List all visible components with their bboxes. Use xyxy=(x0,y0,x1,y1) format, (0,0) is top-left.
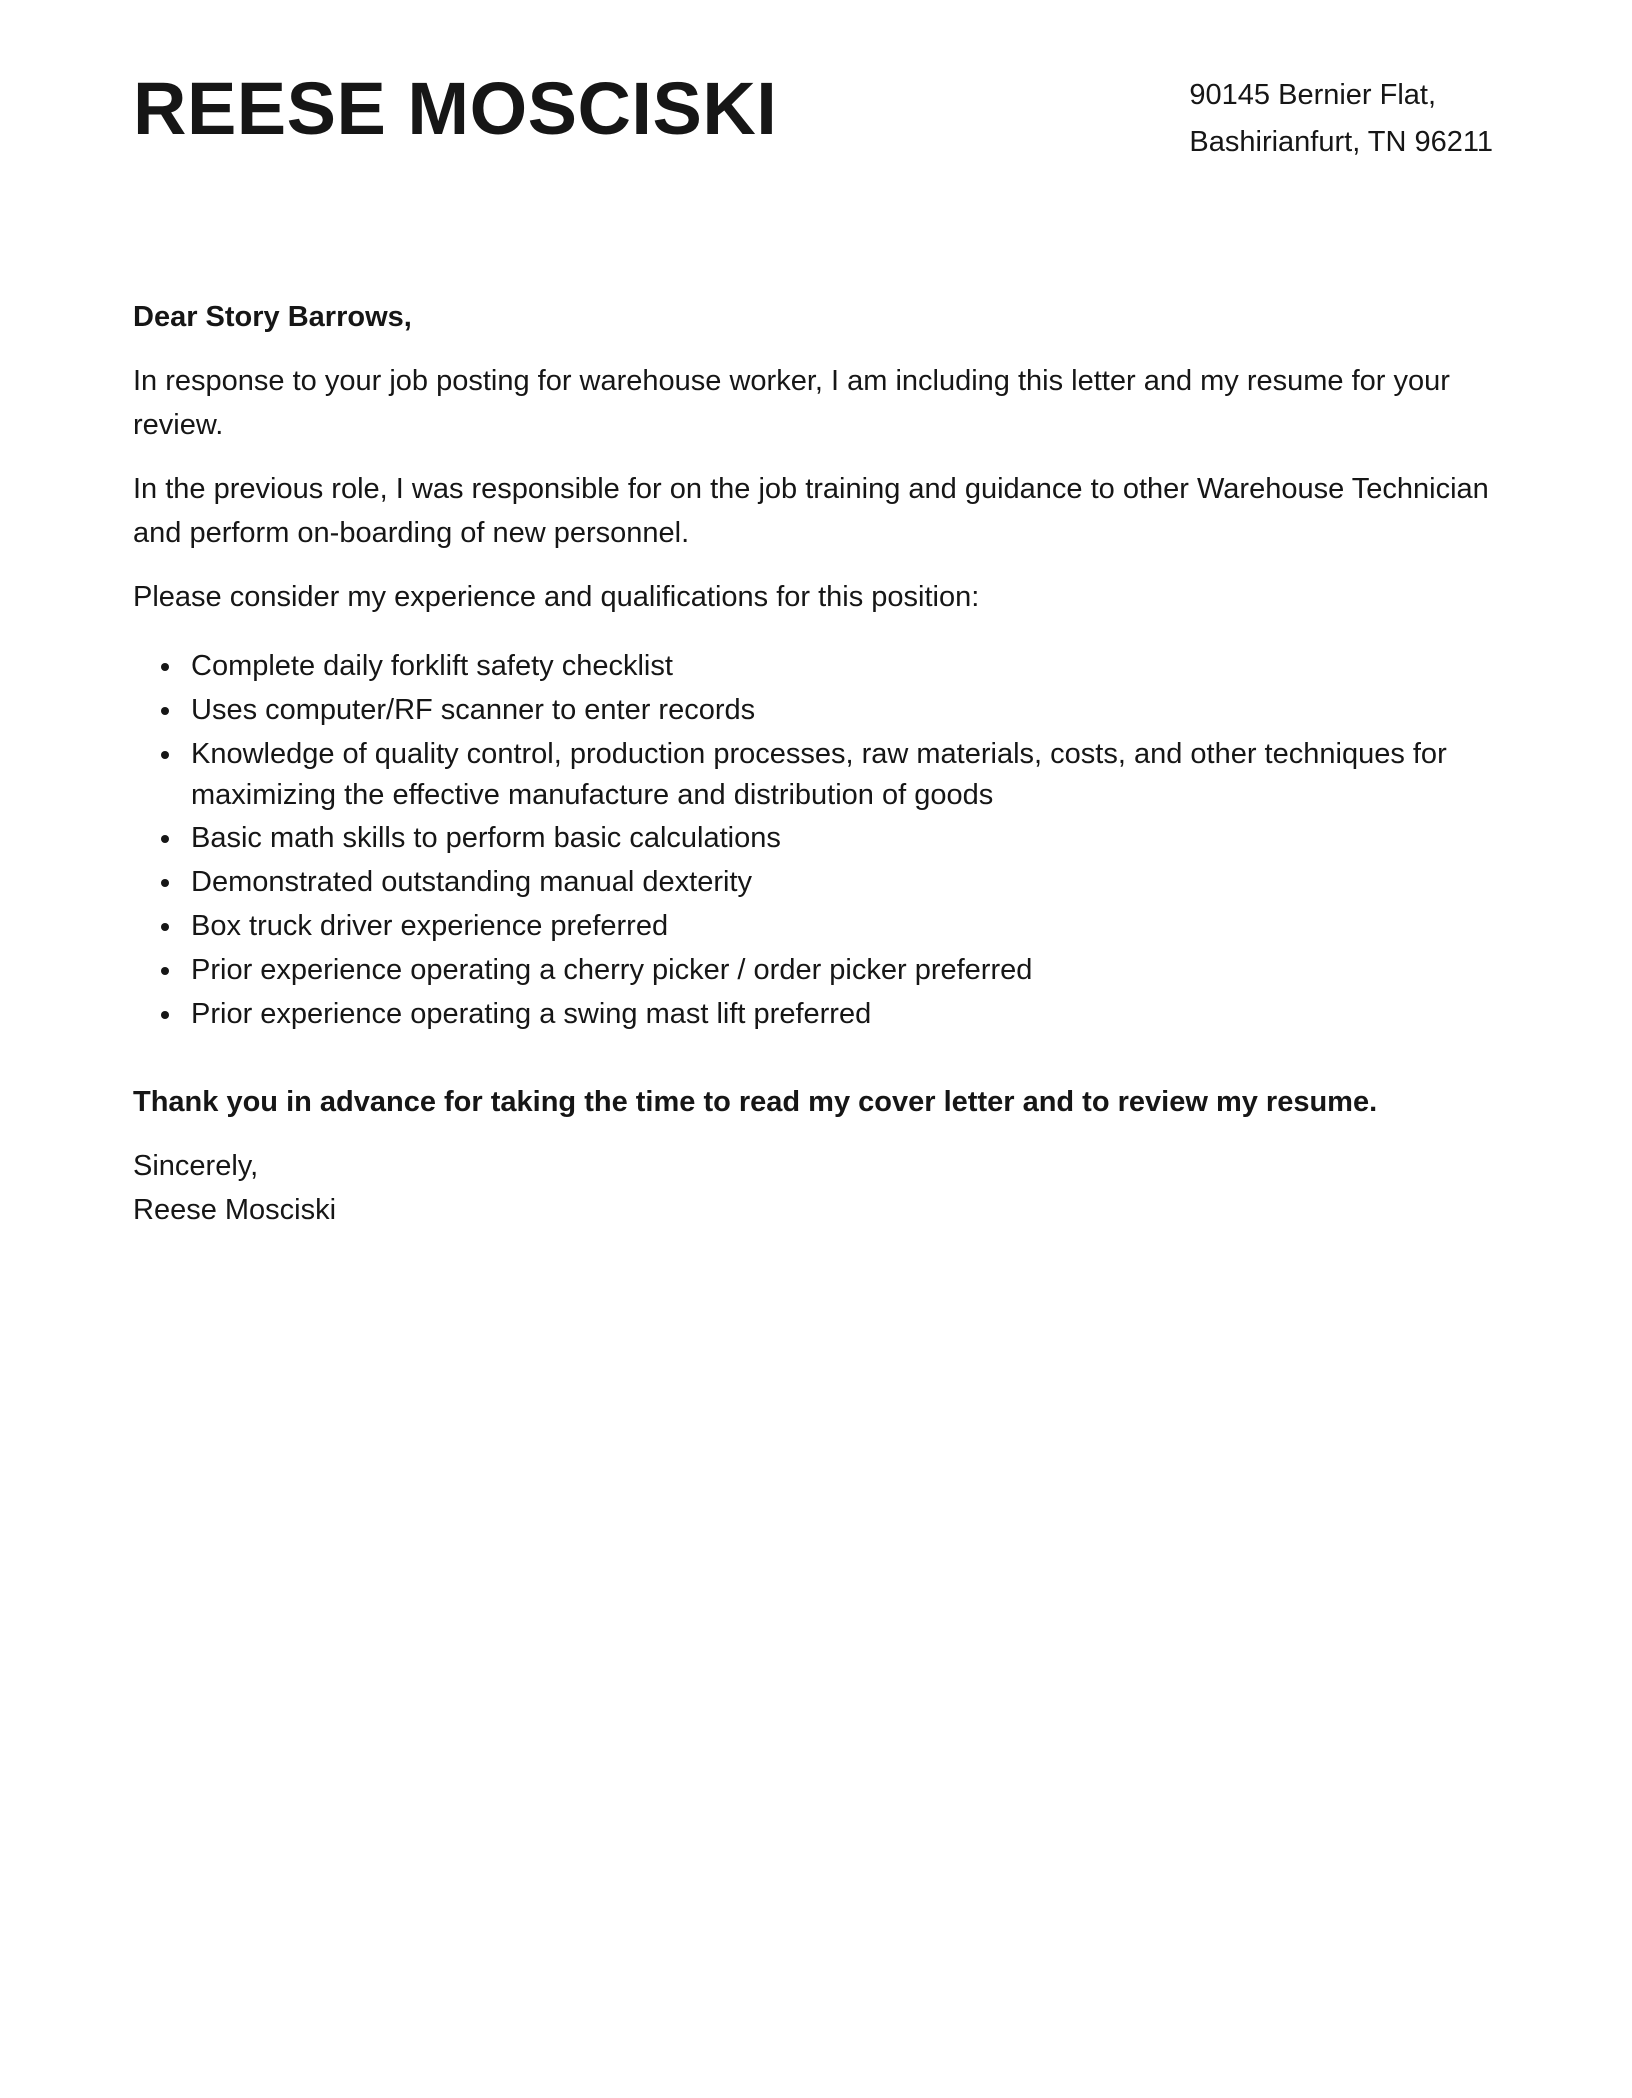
sender-name: REESE MOSCISKI xyxy=(133,67,778,150)
signoff-block xyxy=(133,1145,1493,1232)
valediction: Sincerely, xyxy=(133,1150,259,1183)
address-line-1: 90145 Bernier Flat, xyxy=(1189,79,1437,111)
closing-statement: Thank you in advance for taking the time to read my cover letter and to review my resume. xyxy=(133,1085,1378,1118)
paragraph-previous-role: In the previous role, I was responsible for on the job training and guidance to other Warehouse Technician and perform on-boarding of new personnel. xyxy=(133,473,1489,549)
paragraph-job-posting: In response to your job posting for warehouse worker, I am including this letter and my resume for your review. xyxy=(133,365,1450,441)
qualification-item: • Complete daily forklift safety checklist xyxy=(184,646,1493,687)
sender-address xyxy=(1189,70,1493,166)
letter-header xyxy=(133,67,1493,166)
qualification-item: • Demonstrated outstanding manual dexterity xyxy=(184,862,1493,903)
qualification-item: • Uses computer/RF scanner to enter records xyxy=(184,690,1493,731)
qualification-item: • Prior experience operating a swing mast lift preferred xyxy=(184,994,1493,1035)
signature-name: Reese Mosciski xyxy=(133,1193,337,1226)
qualification-item: • Knowledge of quality control, production processes, raw materials, costs, and other techniques for maximizing the effective manufacture and distribution of goods xyxy=(184,734,1493,816)
address-line-2: Bashirianfurt, TN 96211 xyxy=(1189,125,1493,158)
paragraph-consider-qualifications: Please consider my experience and qualifications for this position: xyxy=(133,581,980,614)
letter-body xyxy=(133,296,1493,1232)
qualification-item: • Prior experience operating a cherry picker / order picker preferred xyxy=(184,950,1493,991)
qualifications-list xyxy=(133,646,1493,1035)
salutation: Dear Story Barrows, xyxy=(133,300,412,333)
qualification-item: • Basic math skills to perform basic calculations xyxy=(184,818,1493,859)
qualification-item: • Box truck driver experience preferred xyxy=(184,906,1493,947)
